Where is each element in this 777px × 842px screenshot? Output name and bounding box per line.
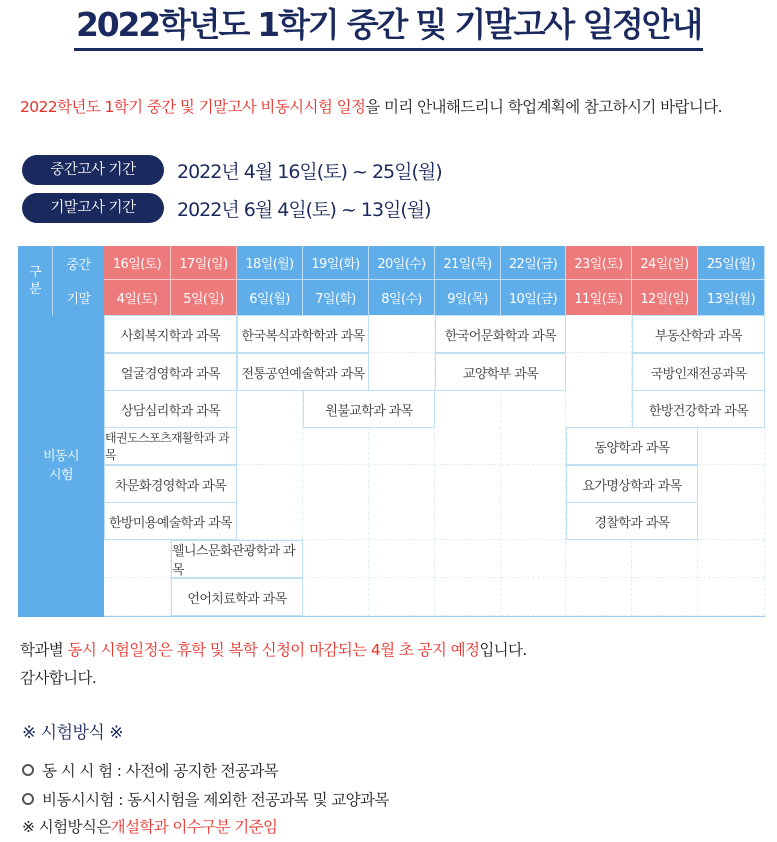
course-slot: 한방건강학과 과목: [632, 390, 765, 428]
category-label: [18, 246, 52, 315]
empty-slot: [237, 465, 303, 503]
empty-slot: [369, 353, 435, 391]
midterm-day-header: 24일(일): [632, 246, 698, 280]
method-note: [22, 815, 277, 837]
course-slot: 동양학과 과목: [566, 427, 698, 465]
notice-highlight: 동시 시험일정은 휴학 및 복학 신청이 마감되는 4월 초 공지 예정: [67, 641, 480, 659]
empty-slot: [698, 578, 765, 616]
midterm-period: [22, 155, 442, 185]
empty-slot: [501, 390, 566, 428]
category-label-char: 구: [29, 264, 41, 280]
method-item-async-text: 비동시시험 : 동시시험을 제외한 전공과목 및 교양과목: [42, 791, 389, 809]
notice-line-1: [20, 636, 527, 664]
course-slot: 한방미용예술학과 과목: [104, 502, 237, 540]
course-slot: 전통공연예술학과 과목: [237, 353, 369, 391]
circle-bullet-icon: [22, 793, 34, 805]
notice-prefix: 학과별: [20, 641, 68, 659]
midterm-day-header: 23일(토): [566, 246, 632, 280]
empty-slot: [369, 578, 435, 616]
course-slot: 국방인재전공과목: [632, 353, 765, 391]
final-day-header: 9일(목): [435, 280, 501, 315]
method-note-highlight: 개설학과 이수구분 기준임: [110, 818, 278, 836]
final-period-badge: 기말고사 기간: [22, 193, 164, 223]
final-day-header: 10일(금): [501, 280, 566, 315]
empty-slot: [369, 502, 435, 540]
method-item-sync-text: 동 시 시 험 : 사전에 공지한 전공과목: [42, 762, 279, 780]
course-slot: 얼굴경영학과 과목: [104, 353, 237, 391]
empty-slot: [566, 540, 632, 578]
empty-slot: [632, 578, 698, 616]
course-slot: 한국복식과학학과 과목: [237, 315, 369, 353]
category-label-char: 분: [29, 281, 41, 297]
final-day-header: 13일(월): [698, 280, 765, 315]
midterm-day-header: 18일(월): [237, 246, 303, 280]
course-slot: 요가명상학과 과목: [566, 465, 698, 503]
course-slot: 차문화경영학과 과목: [104, 465, 237, 503]
empty-slot: [501, 578, 566, 616]
empty-slot: [566, 390, 632, 428]
final-day-header: 12일(일): [632, 280, 698, 315]
final-period: [22, 193, 431, 223]
notice-text: [20, 636, 527, 692]
empty-slot: [566, 353, 632, 391]
midterm-day-header: 17일(일): [171, 246, 237, 280]
intro-rest: 을 미리 안내해드리니 학업계획에 참고하시기 바랍니다.: [365, 98, 722, 116]
empty-slot: [566, 315, 632, 353]
midterm-day-header: 19일(화): [303, 246, 369, 280]
final-day-header: 7일(화): [303, 280, 369, 315]
empty-slot: [501, 427, 566, 465]
title-wrap: [0, 4, 777, 51]
final-day-header: 8일(수): [369, 280, 435, 315]
empty-slot: [237, 427, 303, 465]
circle-bullet-icon: [22, 764, 34, 776]
empty-slot: [698, 427, 765, 465]
empty-slot: [369, 427, 435, 465]
empty-slot: [566, 578, 632, 616]
midterm-day-header: 25일(월): [698, 246, 765, 280]
row-group-label-line: 시험: [49, 468, 73, 483]
course-slot: 부동산학과 과목: [632, 315, 765, 353]
course-slot: 사회복지학과 과목: [104, 315, 237, 353]
empty-slot: [104, 540, 171, 578]
midterm-period-badge: 중간고사 기간: [22, 155, 164, 185]
empty-slot: [237, 502, 303, 540]
empty-slot: [369, 465, 435, 503]
final-day-header: 6일(월): [237, 280, 303, 315]
midterm-row-label: 중간: [53, 246, 104, 280]
row-group-label-line: 비동시: [43, 449, 79, 464]
empty-slot: [435, 502, 501, 540]
course-slot: 언어치료학과 과목: [171, 578, 303, 616]
empty-slot: [369, 315, 435, 353]
intro-highlight: 2022학년도 1학기 중간 및 기말고사 비동시시험 일정: [20, 98, 366, 116]
notice-line-2: 감사합니다.: [20, 669, 97, 687]
empty-slot: [104, 578, 171, 616]
empty-slot: [698, 540, 765, 578]
empty-slot: [303, 578, 369, 616]
empty-slot: [435, 578, 501, 616]
empty-slot: [435, 465, 501, 503]
table-bottom-border: [104, 616, 765, 617]
method-title: ※ 시험방식 ※: [22, 723, 123, 743]
method-item-async: [22, 788, 389, 810]
empty-slot: [501, 540, 566, 578]
midterm-day-header: 20일(수): [369, 246, 435, 280]
row-group-label: [18, 315, 104, 617]
intro-text: [20, 95, 722, 117]
course-slot: 상담심리학과 과목: [104, 390, 237, 428]
midterm-day-header: 22일(금): [501, 246, 566, 280]
course-slot: 웰니스문화관광학과 과목: [171, 540, 303, 578]
empty-slot: [303, 427, 369, 465]
final-period-dates: 2022년 6월 4일(토) ~ 13일(월): [177, 198, 431, 221]
page-title: 2022학년도 1학기 중간 및 기말고사 일정안내: [74, 4, 703, 51]
empty-slot: [632, 540, 698, 578]
empty-slot: [435, 540, 501, 578]
final-day-header: 11일(토): [566, 280, 632, 315]
method-item-sync: [22, 759, 278, 781]
course-slot: 경찰학과 과목: [566, 502, 698, 540]
course-slot: 원불교학과 과목: [303, 390, 435, 428]
method-note-prefix: ※ 시험방식은: [22, 818, 111, 836]
empty-slot: [435, 390, 501, 428]
empty-slot: [698, 465, 765, 503]
midterm-period-dates: 2022년 4월 16일(토) ~ 25일(월): [177, 160, 442, 183]
empty-slot: [501, 502, 566, 540]
exam-schedule-table: [18, 246, 765, 617]
empty-slot: [369, 540, 435, 578]
final-day-header: 5일(일): [171, 280, 237, 315]
midterm-day-header: 21일(목): [435, 246, 501, 280]
final-day-header: 4일(토): [104, 280, 171, 315]
course-slot: 태권도스포츠재활학과 과목: [104, 427, 237, 465]
course-slot: 한국어문화학과 과목: [435, 315, 566, 353]
empty-slot: [303, 502, 369, 540]
empty-slot: [435, 427, 501, 465]
empty-slot: [303, 465, 369, 503]
empty-slot: [237, 390, 303, 428]
empty-slot: [303, 540, 369, 578]
notice-suffix: 입니다.: [479, 641, 527, 659]
final-row-label: 기말: [53, 280, 104, 315]
midterm-day-header: 16일(토): [104, 246, 171, 280]
course-slot: 교양학부 과목: [435, 353, 566, 391]
empty-slot: [698, 502, 765, 540]
empty-slot: [501, 465, 566, 503]
